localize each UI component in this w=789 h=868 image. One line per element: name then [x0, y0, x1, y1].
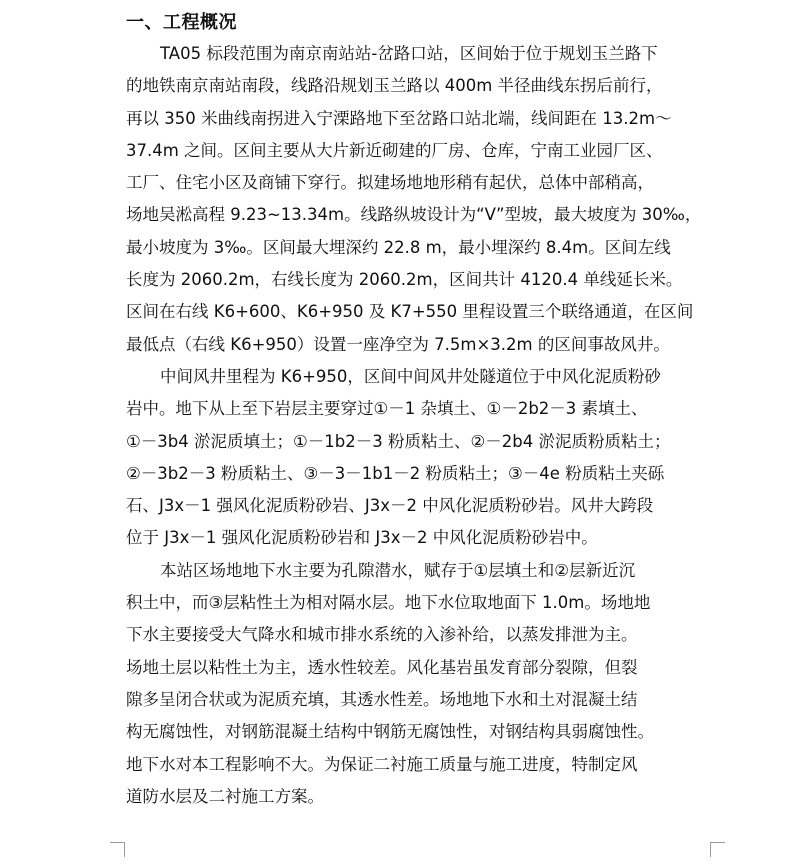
- text-line: 本站区场地地下水主要为孔隙潜水，赋存于①层填土和②层新近沉: [160, 560, 636, 580]
- text-line: 隙多呈闭合状或为泥质充填，其透水性差。场地地下水和土对混凝土结: [126, 689, 638, 709]
- text-line: 位于 J3x－1 强风化泥质粉砂岩和 J3x－2 中风化泥质粉砂岩中。: [126, 528, 598, 548]
- text-line: 积土中，而③层粘性土为相对隔水层。地下水位取地面下 1.0m。场地地: [126, 593, 651, 613]
- text-line: 37.4m 之间。区间主要从大片新近砌建的厂房、仓库，宁南工业园厂区、: [126, 140, 663, 160]
- paragraph-groundwater: [126, 555, 716, 813]
- text-line: 再以 350 米曲线南拐进入宁溧路地下至岔路口站北端，线间距在 13.2m～: [126, 108, 672, 128]
- text-line: 的地铁南京南站南段，线路沿规划玉兰路以 400m 半径曲线东拐后前行，: [126, 76, 663, 96]
- text-line: 道防水层及二衬施工方案。: [126, 786, 324, 806]
- text-line: 区间在右线 K6+600、K6+950 及 K7+550 里程设置三个联络通道，在区间: [126, 302, 694, 322]
- body-text: [126, 38, 716, 813]
- page-corner-mark-left: [110, 842, 125, 857]
- text-line: 中间风井里程为 K6+950，区间中间风井处隧道位于中风化泥质粉砂: [160, 366, 661, 386]
- text-line: ②－3b2－3 粉质粘土、③－3－1b1－2 粉质粘土；③－4e 粉质粘土夹砾: [126, 463, 665, 483]
- text-line: 石、J3x－1 强风化泥质粉砂岩、J3x－2 中风化泥质粉砂岩。风井大跨段: [126, 496, 654, 516]
- text-line: 长度为 2060.2m，右线长度为 2060.2m，区间共计 4120.4 单线延长米。: [126, 270, 683, 290]
- text-line: 场地吴淞高程 9.23~13.34m。线路纵坡设计为“V”型坡，最大坡度为 30‰，: [126, 205, 702, 225]
- text-line: 工厂、住宅小区及商铺下穿行。拟建场地地形稍有起伏，总体中部稍高，: [126, 173, 654, 193]
- text-line: 岩中。地下从上至下岩层主要穿过①－1 杂填土、①－2b2－3 素填土、: [126, 399, 648, 419]
- paragraph-project-scope: [126, 38, 716, 361]
- text-line: 地下水对本工程影响不大。为保证二衬施工质量与施工进度，特制定风: [126, 754, 638, 774]
- text-line: 最小坡度为 3‰。区间最大埋深约 22.8 m，最小埋深约 8.4m。区间左线: [126, 237, 671, 257]
- paragraph-ventilation-shaft: [126, 361, 716, 555]
- text-line: TA05 标段范围为南京南站站-岔路口站，区间始于位于规划玉兰路下: [160, 44, 658, 63]
- text-line: 构无腐蚀性，对钢筋混凝土结构中钢筋无腐蚀性，对钢结构具弱腐蚀性。: [126, 722, 654, 742]
- text-line: ①－3b4 淤泥质填土；①－1b2－3 粉质粘土、②－2b4 淤泥质粉质粘土；: [126, 431, 671, 451]
- text-line: 场地土层以粘性土为主，透水性较差。风化基岩虽发育部分裂隙，但裂: [126, 657, 638, 677]
- page-corner-mark-right: [710, 842, 725, 857]
- text-line: 下水主要接受大气降水和城市排水系统的入渗补给，以蒸发排泄为主。: [126, 625, 638, 645]
- text-line: 最低点（右线 K6+950）设置一座净空为 7.5m×3.2m 的区间事故风井。: [126, 334, 670, 354]
- section-heading: 一、工程概况: [126, 12, 237, 33]
